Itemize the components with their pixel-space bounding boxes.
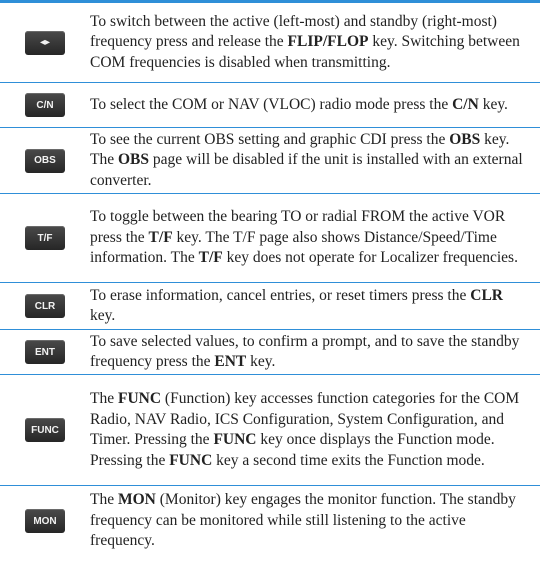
desc-bold: FUNC — [117, 390, 162, 407]
row-func — [0, 375, 540, 486]
desc-text: key once displays the Function mode. Pressing the — [90, 431, 495, 469]
desc-text: page will be disabled if the unit is installed with an external converter. — [90, 151, 523, 189]
desc-bold: T/F — [198, 249, 223, 267]
desc-text: key. — [246, 353, 276, 370]
row-flip-flop — [0, 3, 540, 83]
row-description — [90, 205, 540, 271]
desc-text: (Monitor) key engages the monitor function. The standby frequency can be monitored while still listening to the active frequency. — [90, 491, 516, 550]
desc-bold: OBS — [449, 130, 481, 148]
row-c-n — [0, 83, 540, 128]
key-cell — [0, 340, 90, 364]
clr-key-icon: CLR — [25, 294, 65, 318]
desc-text: To erase information, cancel entries, or reset timers press the — [90, 286, 471, 304]
key-cell — [0, 418, 90, 442]
row-description — [90, 284, 540, 329]
desc-bold: MON — [117, 491, 156, 509]
key-cell — [0, 149, 90, 173]
desc-text: To switch between the active (left-most) and standby (right-most) frequency press and release the — [90, 12, 497, 51]
desc-bold: ENT — [214, 353, 247, 370]
desc-text: key a second time exits the Function mode. — [212, 451, 485, 469]
obs-key-icon: OBS — [25, 149, 65, 173]
row-description — [90, 330, 540, 375]
key-cell — [0, 93, 90, 117]
row-description — [90, 387, 540, 473]
desc-bold: FUNC — [213, 431, 257, 448]
row-description — [90, 128, 540, 194]
desc-text: key. — [90, 307, 116, 324]
key-cell — [0, 509, 90, 533]
desc-bold: FLIP/FLOP — [287, 33, 369, 51]
desc-bold: CLR — [470, 286, 503, 304]
func-key-icon: FUNC — [25, 418, 65, 442]
key-cell — [0, 226, 90, 250]
desc-text: The — [90, 491, 118, 509]
desc-text: To select the COM or NAV (VLOC) radio mode press the — [90, 95, 453, 113]
key-cell — [0, 31, 90, 55]
desc-text: To toggle between the bearing TO or radial FROM the active VOR press the — [90, 208, 506, 246]
row-t-f — [0, 194, 540, 283]
desc-bold: OBS — [117, 151, 149, 169]
desc-text: To save selected values, to confirm a prompt, and to save the standby frequency press the — [90, 332, 520, 370]
flip-flop-key-icon: ◂▸ — [25, 31, 65, 55]
desc-text: (Function) key accesses function categories for the COM Radio, NAV Radio, ICS Configuration, System Configuration, and Timer. Pressing the — [90, 390, 520, 448]
row-clr — [0, 283, 540, 330]
desc-text: key does not operate for Localizer frequencies. — [222, 249, 518, 267]
desc-text: key. The T/F page also shows Distance/Speed/Time information. The — [90, 228, 497, 267]
key-cell — [0, 294, 90, 318]
desc-text: key. The — [90, 130, 510, 169]
t-f-key-icon: T/F — [25, 226, 65, 250]
row-description — [90, 10, 540, 76]
c-n-key-icon: C/N — [25, 93, 65, 117]
mon-key-icon: MON — [25, 509, 65, 533]
row-obs — [0, 128, 540, 194]
ent-key-icon: ENT — [25, 340, 65, 364]
desc-text: key. Switching between COM frequencies is disabled when transmitting. — [90, 33, 520, 71]
row-ent — [0, 330, 540, 375]
desc-text: To see the current OBS setting and graphic CDI press the — [90, 130, 450, 148]
desc-text: The — [90, 390, 118, 407]
desc-bold: FUNC — [169, 451, 213, 469]
row-mon — [0, 486, 540, 556]
row-description — [90, 488, 540, 554]
desc-bold: C/N — [452, 95, 479, 113]
row-description — [90, 93, 540, 118]
desc-bold: T/F — [148, 228, 173, 246]
desc-text: key. — [478, 95, 508, 113]
